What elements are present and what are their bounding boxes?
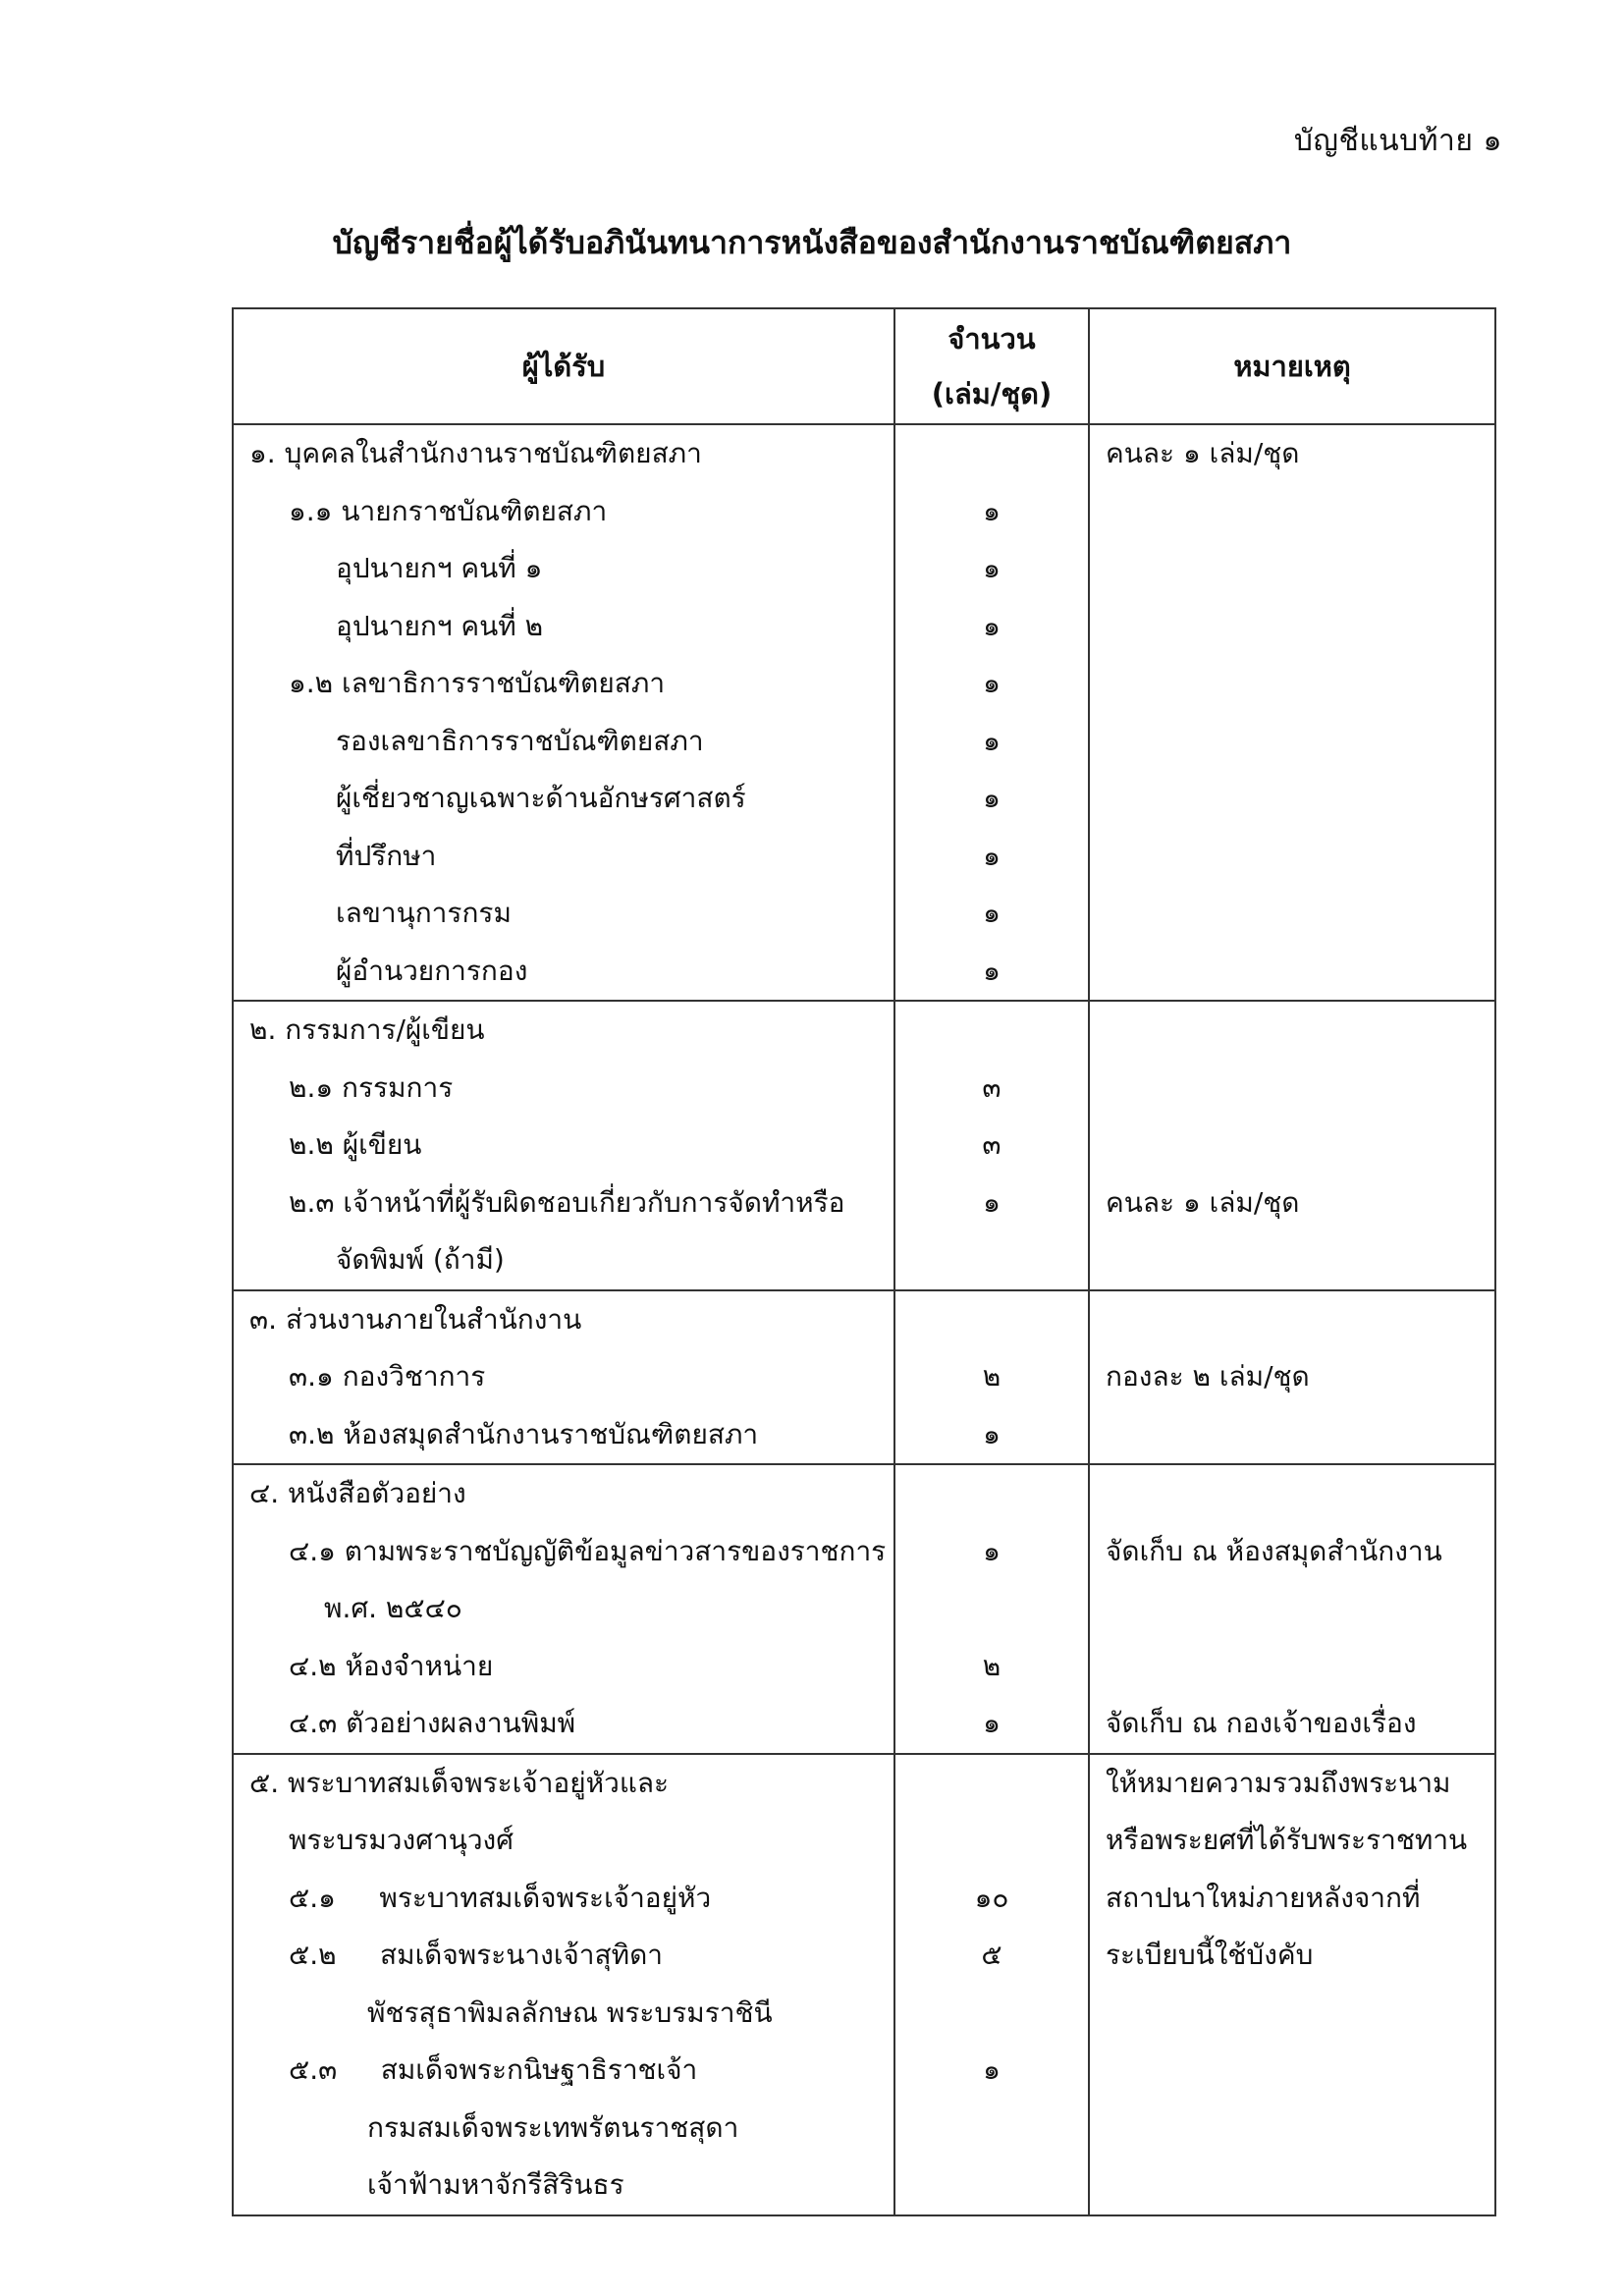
recipient-line: ผู้อำนวยการกอง — [336, 954, 528, 987]
note-cell — [1089, 424, 1495, 1001]
quantity-value: ๒ — [982, 1360, 1001, 1393]
appendix-label: บัญชีแนบท้าย ๑ — [1293, 124, 1502, 158]
recipient-line: ๕.๓ สมเด็จพระกนิษฐาธิราชเจ้า — [289, 2053, 698, 2086]
quantity-value: ๑ — [983, 2053, 1001, 2086]
note-text: จัดเก็บ ณ กองเจ้าของเรื่อง — [1106, 1707, 1417, 1739]
quantity-value — [895, 1465, 1088, 1523]
note-text — [1090, 1638, 1494, 1696]
quantity-value — [895, 1812, 1088, 1870]
quantity-value: ๑ — [983, 954, 1001, 987]
quantity-cell — [894, 1001, 1089, 1290]
recipient-cell — [233, 1290, 894, 1465]
note-text: คนละ ๑ เล่ม/ชุด — [1106, 1185, 1300, 1219]
recipient-line: กรมสมเด็จพระเทพรัตนราชสุดา — [367, 2110, 739, 2144]
note-text: คนละ ๑ เล่ม/ชุด — [1106, 437, 1300, 469]
quantity-value: ๑ — [983, 552, 1001, 584]
quantity-value: ๕ — [981, 1939, 1002, 1971]
note-text: หรือพระยศที่ได้รับพระราชทาน — [1106, 1824, 1468, 1856]
quantity-value: ๑ — [983, 609, 1001, 642]
quantity-value: ๓ — [982, 1128, 1001, 1161]
quantity-value — [895, 1231, 1088, 1289]
recipient-line: ๒.๓ เจ้าหน้าที่ผู้รับผิดชอบเกี่ยวกับการจัดทำหรือ — [289, 1185, 845, 1219]
recipient-line: ๕.๑ พระบาทสมเด็จพระเจ้าอยู่หัว — [289, 1881, 712, 1914]
recipient-line: ๓.๑ กองวิชาการ — [289, 1360, 486, 1393]
quantity-cell — [894, 424, 1089, 1001]
recipient-line: จัดพิมพ์ (ถ้ามี) — [336, 1243, 505, 1276]
quantity-value: ๑๐ — [974, 1881, 1009, 1914]
quantity-value — [895, 1985, 1088, 2043]
note-text — [1090, 1060, 1494, 1118]
recipient-line: ๕. พระบาทสมเด็จพระเจ้าอยู่หัวและ — [249, 1766, 670, 1799]
quantity-value: ๑ — [983, 494, 1001, 527]
note-text: ให้หมายความรวมถึงพระนาม — [1106, 1766, 1451, 1799]
recipient-line: ๒.๑ กรรมการ — [289, 1070, 454, 1104]
recipient-line: อุปนายกฯ คนที่ ๑ — [336, 552, 543, 584]
quantity-value — [895, 1580, 1088, 1638]
note-text — [1090, 1291, 1494, 1349]
recipient-line: ๕.๒ สมเด็จพระนางเจ้าสุทิดา — [289, 1939, 663, 1971]
quantity-value — [895, 2100, 1088, 2158]
note-text: กองละ ๒ เล่ม/ชุด — [1106, 1360, 1310, 1393]
note-text — [1090, 1580, 1494, 1638]
quantity-cell — [894, 1754, 1089, 2215]
quantity-value: ๑ — [983, 667, 1001, 699]
recipient-line: ที่ปรึกษา — [336, 839, 437, 872]
table-row — [233, 1464, 1495, 1754]
header-quantity-line2: (เล่ม/ชุด) — [931, 377, 1053, 410]
recipient-line: ๓.๒ ห้องสมุดสำนักงานราชบัณฑิตยสภา — [289, 1417, 759, 1450]
header-quantity — [894, 308, 1089, 424]
recipient-line: ๔. หนังสือตัวอย่าง — [249, 1477, 466, 1509]
table-row — [233, 1290, 1495, 1465]
note-text — [1090, 1117, 1494, 1175]
recipient-line: ๑.๒ เลขาธิการราชบัณฑิตยสภา — [289, 667, 666, 699]
quantity-value — [895, 1755, 1088, 1813]
recipient-line: เจ้าฟ้ามหาจักรีสิรินธร — [367, 2168, 624, 2201]
recipient-table — [232, 307, 1496, 2216]
quantity-value — [895, 2157, 1088, 2214]
recipient-line: ๑. บุคคลในสำนักงานราชบัณฑิตยสภา — [249, 437, 702, 469]
note-text — [1090, 1465, 1494, 1523]
quantity-value: ๑ — [983, 839, 1001, 872]
header-quantity-line1: จำนวน — [947, 322, 1036, 355]
recipient-cell — [233, 1464, 894, 1754]
recipient-cell — [233, 1001, 894, 1290]
note-cell — [1089, 1290, 1495, 1465]
note-text: ระเบียบนี้ใช้บังคับ — [1106, 1939, 1314, 1971]
quantity-value — [895, 425, 1088, 483]
quantity-value: ๑ — [983, 897, 1001, 929]
header-recipient: ผู้ได้รับ — [233, 308, 894, 424]
recipient-line: ๔.๒ ห้องจำหน่าย — [289, 1649, 494, 1682]
table-row — [233, 424, 1495, 1001]
table-header-row — [233, 308, 1495, 424]
recipient-line: พระบรมวงศานุวงศ์ — [289, 1824, 514, 1856]
note-text — [1090, 1002, 1494, 1060]
note-text: จัดเก็บ ณ ห้องสมุดสำนักงาน — [1106, 1534, 1442, 1567]
table-row — [233, 1001, 1495, 1290]
quantity-value: ๑ — [983, 1707, 1001, 1739]
quantity-value: ๑ — [983, 782, 1001, 814]
recipient-line: เลขานุการกรม — [336, 897, 512, 929]
quantity-value: ๑ — [983, 724, 1001, 757]
recipient-line: ๒.๒ ผู้เขียน — [289, 1128, 422, 1161]
recipient-line: ๒. กรรมการ/ผู้เขียน — [249, 1013, 485, 1046]
quantity-value: ๓ — [982, 1070, 1001, 1104]
recipient-line: พัชรสุธาพิมลลักษณ พระบรมราชินี — [367, 1995, 773, 2029]
document-title: บัญชีรายชื่อผู้ได้รับอภินันทนาการหนังสือของสำนักงานราชบัณฑิตยสภา — [332, 224, 1292, 261]
quantity-value — [895, 1291, 1088, 1349]
recipient-line: ๓. ส่วนงานภายในสำนักงาน — [249, 1302, 582, 1336]
recipient-line: พ.ศ. ๒๕๔๐ — [324, 1592, 462, 1624]
note-cell — [1089, 1754, 1495, 2215]
recipient-line: ๑.๑ นายกราชบัณฑิตยสภา — [289, 494, 608, 527]
note-text: สถาปนาใหม่ภายหลังจากที่ — [1106, 1881, 1421, 1914]
recipient-line: รองเลขาธิการราชบัณฑิตยสภา — [336, 724, 704, 757]
recipient-line: ๔.๑ ตามพระราชบัญญัติข้อมูลข่าวสารของราชการ — [289, 1534, 887, 1567]
header-note: หมายเหตุ — [1089, 308, 1495, 424]
quantity-cell — [894, 1464, 1089, 1754]
recipient-line: ๔.๓ ตัวอย่างผลงานพิมพ์ — [289, 1707, 576, 1739]
quantity-cell — [894, 1290, 1089, 1465]
quantity-value: ๒ — [982, 1649, 1001, 1682]
recipient-line: ผู้เชี่ยวชาญเฉพาะด้านอักษรศาสตร์ — [336, 782, 746, 814]
recipient-line: อุปนายกฯ คนที่ ๒ — [336, 609, 544, 642]
quantity-value: ๑ — [983, 1534, 1001, 1567]
table-row — [233, 1754, 1495, 2215]
note-cell — [1089, 1464, 1495, 1754]
recipient-cell — [233, 1754, 894, 2215]
quantity-value: ๑ — [983, 1185, 1001, 1219]
recipient-cell — [233, 424, 894, 1001]
quantity-value — [895, 1002, 1088, 1060]
note-cell — [1089, 1001, 1495, 1290]
quantity-value: ๑ — [983, 1417, 1001, 1450]
